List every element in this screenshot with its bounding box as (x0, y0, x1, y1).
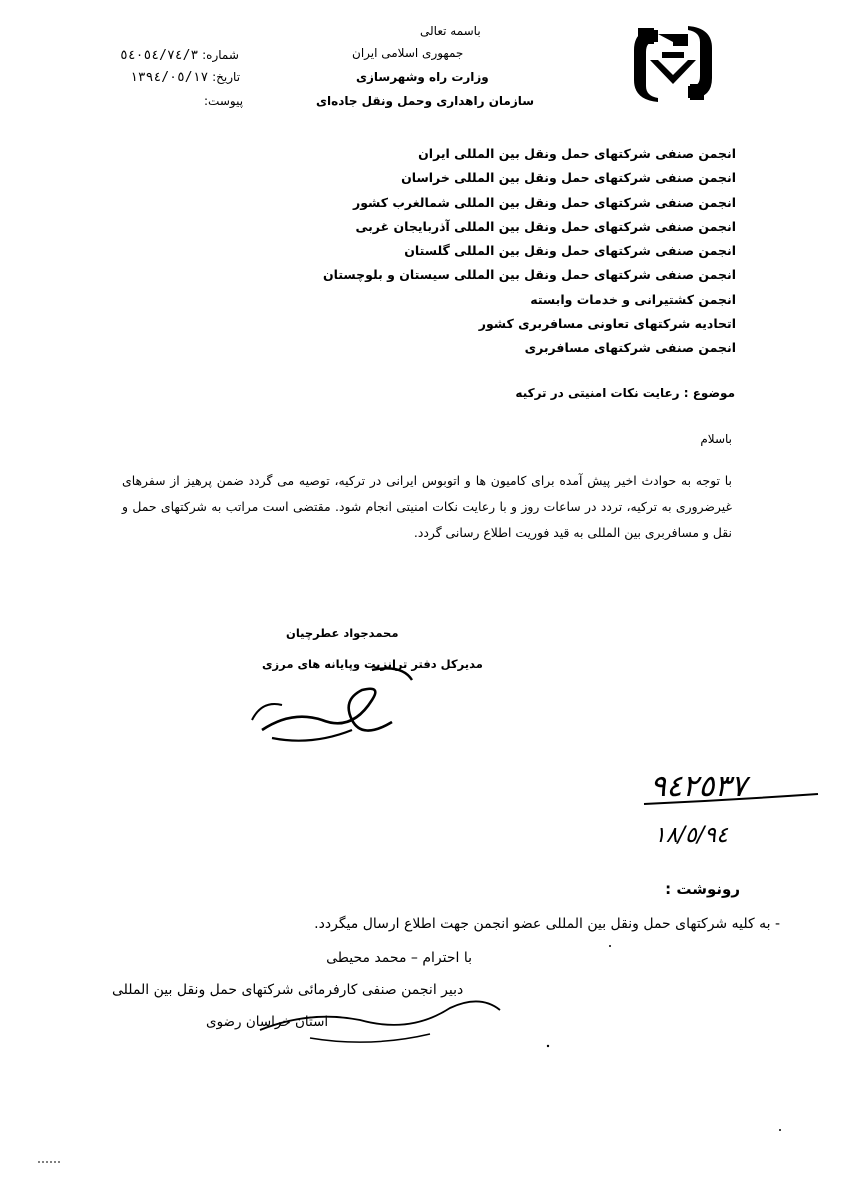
subject-line: موضوع : رعایت نکات امنیتی در ترکیه (515, 386, 735, 400)
cc-title: رونوشت : (665, 880, 740, 898)
recipient-item: انجمن صنفی شرکتهای حمل ونقل بین المللی خراسان (401, 170, 736, 186)
body-paragraph: با توجه به حوادث اخیر پیش آمده برای کامیون ها و اتوبوس ایرانی در ترکیه، توصیه می گردد ضمن پرهیز از سفرهای غیرضروری به ترکیه، تردد در ساعات روز و با رعایت نکات امنیتی انجام شود. مقتضی است مراتب به شرکتهای حمل و نقل و مسافربری بین المللی به قید فوریت اطلاع رسانی گردد. (122, 473, 732, 540)
organization-name: سازمان راهداری وحمل ونقل جاده‌ای (316, 94, 535, 108)
handwritten-reference-number: ٩٤٢٥٣٧ (650, 769, 747, 804)
handwritten-date: ١٨/٥/٩٤ (654, 823, 728, 848)
letter-date-label: تاریخ: (212, 70, 241, 84)
cc-secretary-title: دبیر انجمن صنفی کارفرمائی شرکتهای حمل ونقل بین المللی (112, 982, 464, 998)
invocation: باسمه تعالی (420, 24, 481, 38)
letter-number-label: شماره: (202, 48, 239, 62)
cc-regards: با احترام – محمد محیطی (326, 950, 472, 966)
country-name: جمهوری اسلامی ایران (352, 46, 464, 60)
letter-number-value: ٥٤٠٥٤/٧٤/٣ (120, 48, 199, 63)
ministry-name: وزارت راه وشهرسازی (356, 70, 489, 84)
cc-province: استان خراسان رضوی (206, 1014, 329, 1030)
recipient-item: اتحادیه شرکتهای تعاونی مسافربری کشور (478, 316, 736, 332)
letter-date-value: ١٣٩٤/٠٥/١٧ (130, 70, 209, 85)
cc-item: - به کلیه شرکتهای حمل ونقل بین المللی عضو انجمن جهت اطلاع ارسال میگردد. (314, 916, 780, 932)
attachment-label: پیوست: (204, 94, 244, 108)
signatory-name: محمدجواد عطرچیان (286, 626, 399, 640)
recipient-item: انجمن صنفی شرکتهای حمل ونقل بین المللی سیستان و بلوچستان (322, 267, 736, 283)
recipient-item: انجمن صنفی شرکتهای حمل ونقل بین المللی گلستان (404, 243, 736, 259)
recipient-item: انجمن صنفی شرکتهای مسافربری (524, 340, 736, 356)
recipient-item: انجمن کشتیرانی و خدمات وابسته (530, 291, 736, 307)
signatory-title: مدیرکل دفتر ترانزیت وپایانه های مرزی (262, 657, 483, 671)
greeting: باسلام (700, 432, 732, 446)
recipient-item: انجمن صنفی شرکتهای حمل ونقل بین المللی ایران (418, 146, 736, 161)
recipient-item: انجمن صنفی شرکتهای حمل ونقل بین المللی آذربایجان غربی (355, 218, 736, 234)
recipient-item: انجمن صنفی شرکتهای حمل ونقل بین المللی شمالغرب کشور (353, 194, 736, 210)
